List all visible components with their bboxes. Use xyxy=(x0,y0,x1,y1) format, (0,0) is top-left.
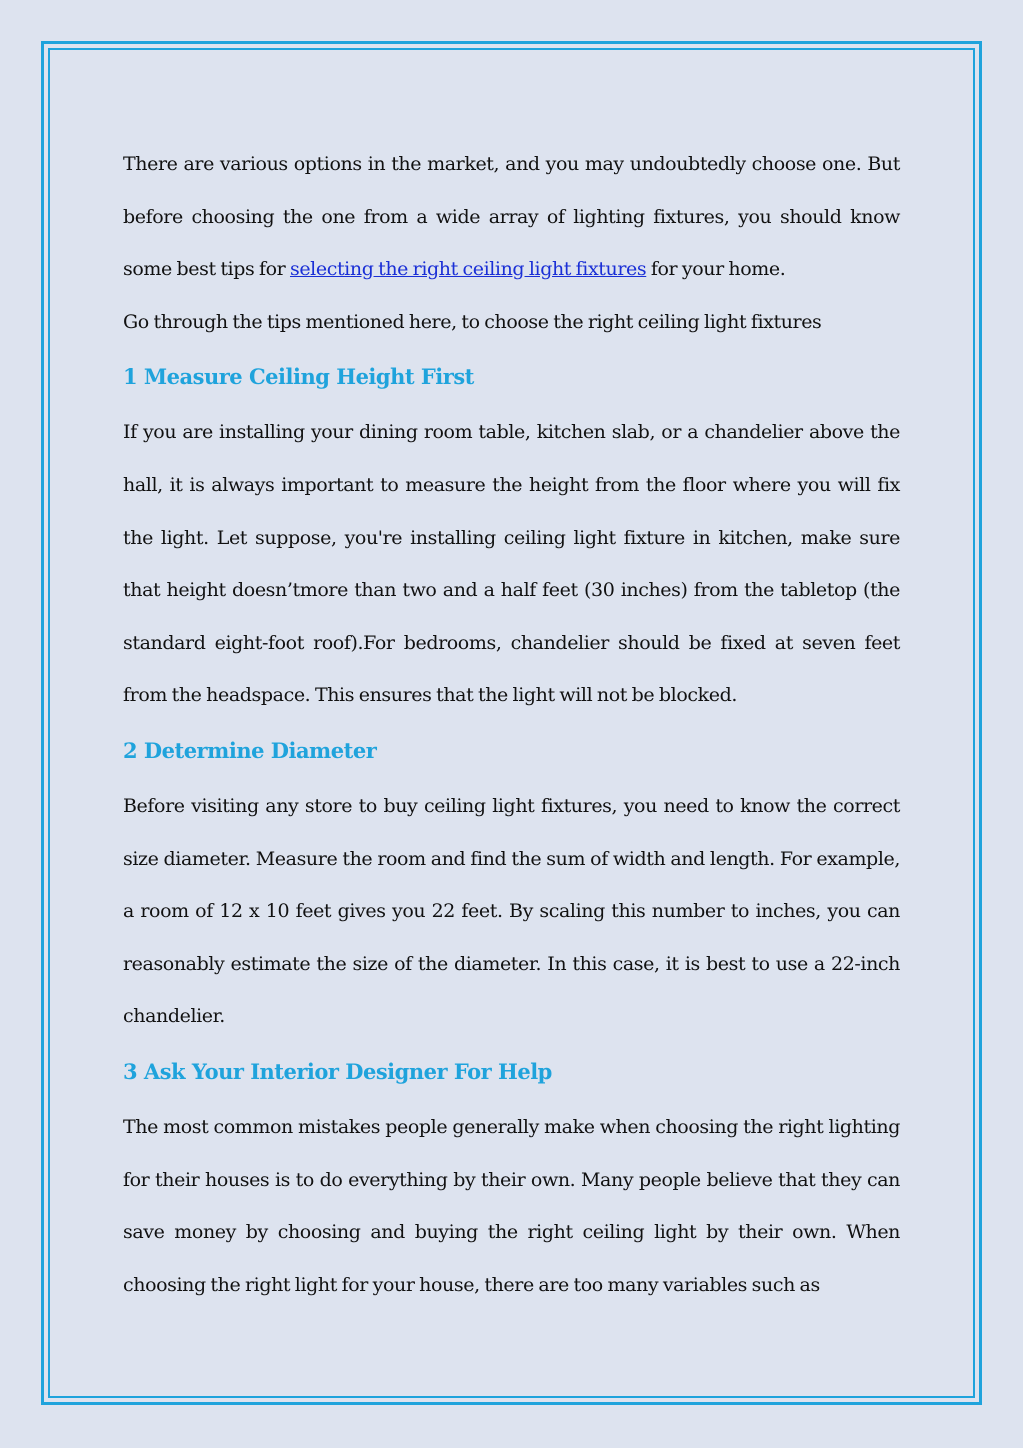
section-heading-measure-ceiling-height: 1 Measure Ceiling Height First xyxy=(123,364,474,390)
intro-text-before-link: There are various options in the market, and you may undoubtedly choose one. But before choosing the one from a wide array of lighting fixtures, you should know some best tips for xyxy=(123,153,900,281)
section-heading-ask-interior-designer: 3 Ask Your Interior Designer For Help xyxy=(123,1058,552,1084)
section-body-determine-diameter: Before visiting any store to buy ceiling light fixtures, you need to know the correct size diameter. Measure the room and find the sum of width and length. For example, a room of 12 x 10 feet gives you 22 feet. By scaling this number to inches, you can reasonably estimate the size of the diameter. In this case, it is best to use a 22-inch chandelier. xyxy=(123,794,900,1028)
document-body xyxy=(123,138,900,1311)
section-heading-determine-diameter: 2 Determine Diameter xyxy=(123,737,377,763)
section-body-ask-interior-designer: The most common mistakes people generally make when choosing the right lighting for their houses is to do everything by their own. Many people believe that they can save money by choosing and buying the right ceiling light by their own. When choosing the right light for your house, there are too many variables such as xyxy=(123,1115,900,1296)
section-body-measure-ceiling-height: If you are installing your dining room table, kitchen slab, or a chandelier above the hall, it is always important to measure the height from the floor where you will fix the light. Let suppose, you're installing ceiling light fixture in kitchen, make sure that height doesn’tmore than two and a half feet (30 inches) from the tabletop (the standard eight-foot roof).For bedrooms, chandelier should be fixed at seven feet from the headspace. This ensures that the light will not be blocked. xyxy=(123,421,900,707)
intro-paragraph xyxy=(123,138,900,296)
intro-line-2: Go through the tips mentioned here, to choose the right ceiling light fixtures xyxy=(123,310,822,333)
intro-text-after-link: for your home. xyxy=(646,258,786,281)
ceiling-light-fixtures-link[interactable]: selecting the right ceiling light fixtures xyxy=(289,258,647,281)
